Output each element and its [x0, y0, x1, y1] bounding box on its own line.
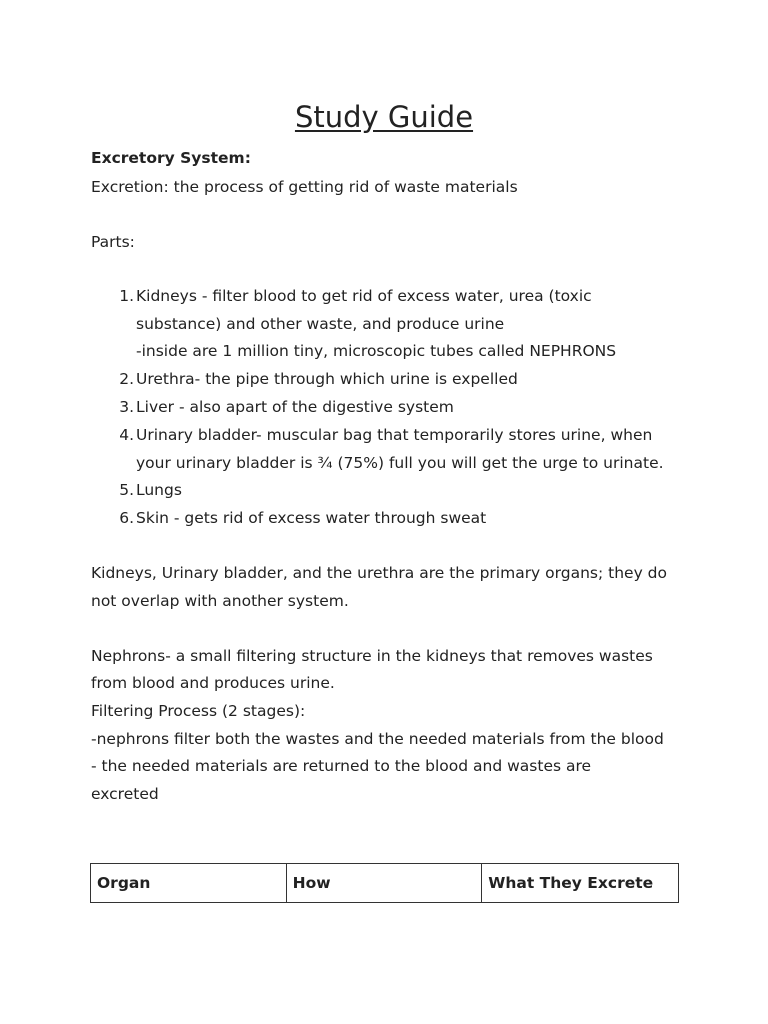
page-title: Study Guide — [294, 100, 474, 134]
list-item-text: Kidneys - filter blood to get rid of excess water, urea (toxic — [136, 287, 592, 305]
list-item-text: your urinary bladder is ¾ (75%) full you will get the urge to urinate. — [136, 453, 664, 472]
list-number: 5. — [119, 481, 134, 499]
list-item-text: Urinary bladder- muscular bag that temporarily stores urine, when — [136, 426, 653, 444]
parts-list — [91, 286, 691, 536]
definition-text: Excretion: the process of getting rid of waste materials — [91, 178, 518, 196]
parts-label: Parts: — [91, 233, 135, 251]
table-header-what-they-excrete: What They Excrete — [482, 864, 679, 903]
nephrons-text: from blood and produces urine. — [91, 674, 335, 692]
list-item — [91, 425, 691, 480]
list-item — [91, 369, 691, 397]
list-number: 1. — [119, 287, 134, 305]
table-header-row — [91, 864, 679, 903]
list-number: 6. — [119, 509, 134, 527]
primary-organs-text: not overlap with another system. — [91, 592, 349, 610]
nephrons-text: Nephrons- a small filtering structure in the kidneys that removes wastes — [91, 647, 653, 665]
table-header-how: How — [286, 864, 482, 903]
filtering-title: Filtering Process (2 stages): — [91, 702, 306, 720]
list-item-text: Skin - gets rid of excess water through sweat — [136, 509, 487, 527]
filtering-step: -nephrons filter both the wastes and the needed materials from the blood — [91, 730, 664, 748]
section-heading: Excretory System: — [91, 149, 251, 167]
list-item-text: -inside are 1 million tiny, microscopic tubes called NEPHRONS — [136, 342, 617, 360]
filtering-step: excreted — [91, 785, 159, 803]
list-item-text: substance) and other waste, and produce urine — [136, 314, 505, 333]
list-item-text: Liver - also apart of the digestive system — [136, 398, 454, 416]
list-item — [91, 508, 691, 536]
list-item-text: Lungs — [136, 481, 182, 499]
organ-table — [90, 863, 679, 903]
list-item — [91, 480, 691, 508]
list-item — [91, 397, 691, 425]
list-item-text: Urethra- the pipe through which urine is expelled — [136, 370, 518, 388]
table-header-organ: Organ — [91, 864, 287, 903]
list-item — [91, 286, 691, 369]
filtering-step: - the needed materials are returned to the blood and wastes are — [91, 757, 592, 775]
primary-organs-text: Kidneys, Urinary bladder, and the urethra are the primary organs; they do — [91, 564, 667, 582]
list-number: 4. — [119, 426, 134, 444]
list-number: 3. — [119, 398, 134, 416]
list-number: 2. — [119, 370, 134, 388]
